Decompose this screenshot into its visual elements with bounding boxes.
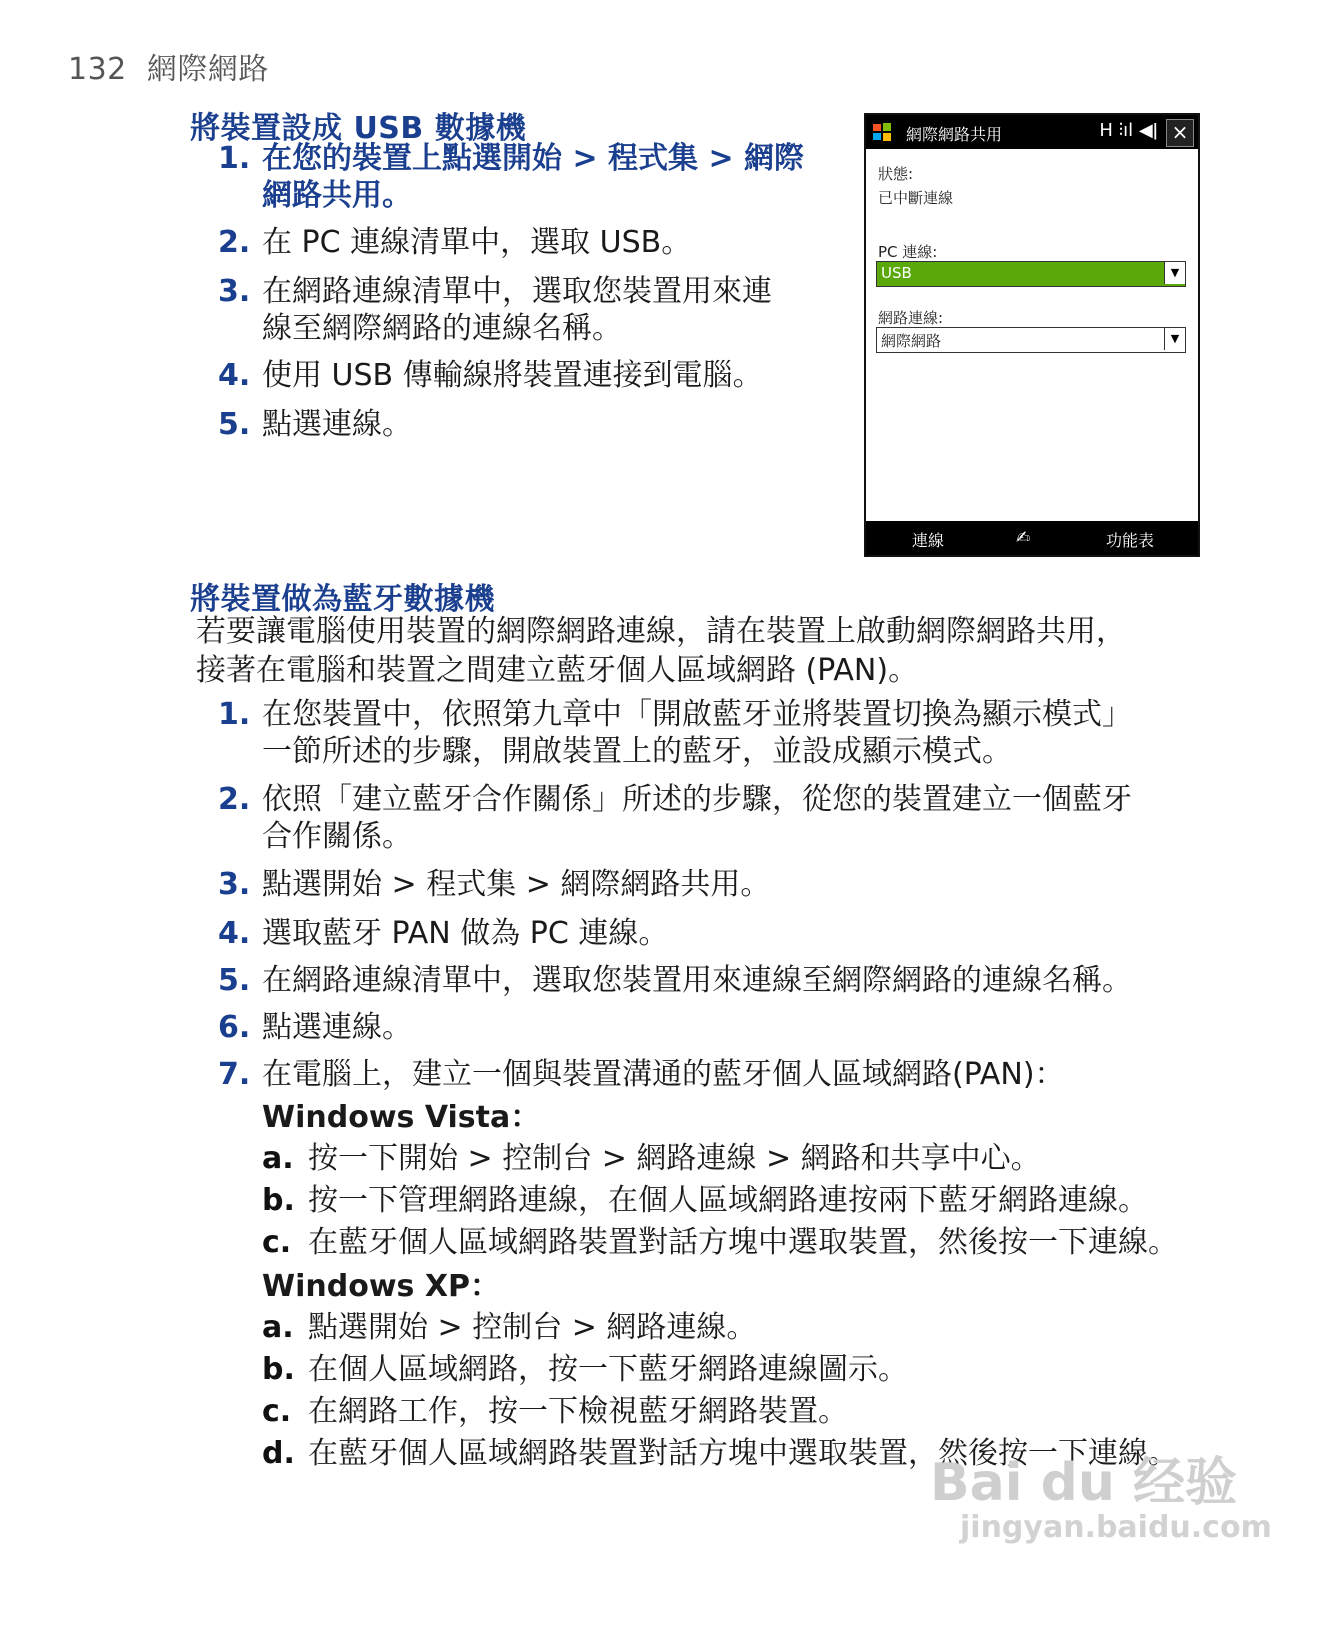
vista-step-b [262,1182,1222,1219]
network-connection-value: 網際網路 [881,332,942,350]
step-line: 線至網際網路的連線名稱。 [262,311,622,346]
usb-step-2 [218,224,838,261]
phone-title: 網際網路共用 [906,125,1003,144]
bt-step-5 [218,962,1218,999]
step-number: 3. [218,274,251,309]
step-text: 在藍牙個人區域網路裝置對話方塊中選取裝置，然後按一下連線。 [308,1225,1178,1260]
step-line: 在 PC 連線清單中，選取 USB。 [262,225,692,260]
step-line: 在您裝置中，依照第九章中「開啟藍牙並將裝置切換為顯示模式」 [262,697,1132,732]
step-line: 選取藍牙 PAN 做為 PC 連線。 [262,916,669,951]
step-line: 點選開始 > 程式集 > 網際網路共用。 [262,867,771,902]
phone-title-bar [866,115,1198,149]
usb-step-4 [218,357,838,394]
keyboard-icon[interactable]: ✍ [1016,528,1031,548]
usb-section-heading: 將裝置設成 USB 數據機 [190,111,527,146]
usb-step-5 [218,406,838,443]
step-letter: a. [262,1141,294,1176]
step-text: 在個人區域網路，按一下藍牙網路連線圖示。 [308,1352,908,1387]
connect-softkey[interactable]: 連線 [912,531,945,550]
step-number: 5. [218,407,251,442]
step-letter: a. [262,1310,294,1345]
network-connection-select[interactable] [876,327,1186,353]
step-line: 網路共用。 [262,178,412,213]
pc-connection-label: PC 連線: [878,243,938,261]
bt-step-7 [218,1056,1218,1093]
step-text: 按一下開始 > 控制台 > 網路連線 > 網路和共享中心。 [308,1141,1041,1176]
step-number: 3. [218,867,251,902]
step-line: 點選連線。 [262,407,412,442]
windows-vista-label: Windows Vista： [262,1100,541,1135]
bt-section-heading: 將裝置做為藍牙數據機 [190,582,495,617]
step-line: 一節所述的步驟，開啟裝置上的藍牙，並設成顯示模式。 [262,734,1012,769]
menu-softkey[interactable]: 功能表 [1106,531,1155,550]
step-line: 依照「建立藍牙合作關係」所述的步驟，從您的裝置建立一個藍牙 [262,782,1132,817]
step-letter: c. [262,1394,292,1429]
baidu-watermark-logo: Bai du 经验 [930,1453,1237,1513]
step-line: 合作關係。 [262,819,412,854]
step-number: 2. [218,225,251,260]
step-text: 按一下管理網路連線，在個人區域網路連按兩下藍牙網路連線。 [308,1183,1148,1218]
step-number: 4. [218,916,251,951]
step-letter: b. [262,1183,295,1218]
xp-step-b [262,1351,1222,1388]
bt-step-2 [218,781,1218,855]
xp-step-c [262,1393,1222,1430]
phone-screenshot [864,113,1200,557]
step-line: 在網路連線清單中，選取您裝置用來連 [262,274,772,309]
step-letter: b. [262,1352,295,1387]
pc-connection-value: USB [881,264,912,282]
close-icon[interactable]: × [1166,119,1194,147]
vista-step-a [262,1140,1222,1177]
bt-step-6 [218,1009,1218,1046]
step-number: 4. [218,358,251,393]
step-number: 1. [218,697,251,732]
step-number: 5. [218,963,251,998]
step-line: 在電腦上，建立一個與裝置溝通的藍牙個人區域網路(PAN)： [262,1057,1065,1092]
chevron-down-icon[interactable]: ▼ [1164,262,1185,284]
bt-step-3 [218,866,1218,903]
usb-step-3 [218,273,838,347]
step-text: 在藍牙個人區域網路裝置對話方塊中選取裝置，然後按一下連線。 [308,1436,1178,1471]
windows-start-icon[interactable] [872,122,892,142]
step-line: 在網路連線清單中，選取您裝置用來連線至網際網路的連線名稱。 [262,963,1132,998]
step-text: 在網路工作，按一下檢視藍牙網路裝置。 [308,1394,848,1429]
step-letter: d. [262,1436,295,1471]
step-number: 1. [218,141,251,176]
status-label: 狀態: [878,165,914,183]
step-line: 在您的裝置上點選開始 > 程式集 > 網際 [262,141,805,176]
step-letter: c. [262,1225,292,1260]
network-connection-label: 網路連線: [878,309,944,327]
bt-step-4 [218,915,1218,952]
page-number: 132 [68,52,127,87]
phone-softkey-bar [866,521,1198,555]
step-line: 使用 USB 傳輸線將裝置連接到電腦。 [262,358,763,393]
vista-step-c [262,1224,1222,1261]
step-number: 6. [218,1010,251,1045]
section-title: 網際網路 [146,52,269,87]
xp-step-a [262,1309,1222,1346]
baidu-watermark-url: jingyan.baidu.com [960,1510,1272,1545]
status-icons: H ⫶ıl ◀ǀ [1099,120,1158,141]
bt-intro-line-2: 接著在電腦和裝置之間建立藍牙個人區域網路 (PAN)。 [196,653,919,688]
step-text: 點選開始 > 控制台 > 網路連線。 [308,1310,757,1345]
bt-intro-line-1: 若要讓電腦使用裝置的網際網路連線，請在裝置上啟動網際網路共用， [196,614,1126,649]
bt-step-1 [218,696,1218,770]
chevron-down-icon[interactable]: ▼ [1164,328,1185,350]
step-number: 2. [218,782,251,817]
step-number: 7. [218,1057,251,1092]
windows-xp-label: Windows XP： [262,1269,500,1304]
page-header [68,44,269,88]
usb-step-1 [218,140,838,214]
step-line: 點選連線。 [262,1010,412,1045]
status-value: 已中斷連線 [878,189,954,207]
pc-connection-select[interactable] [876,261,1186,287]
